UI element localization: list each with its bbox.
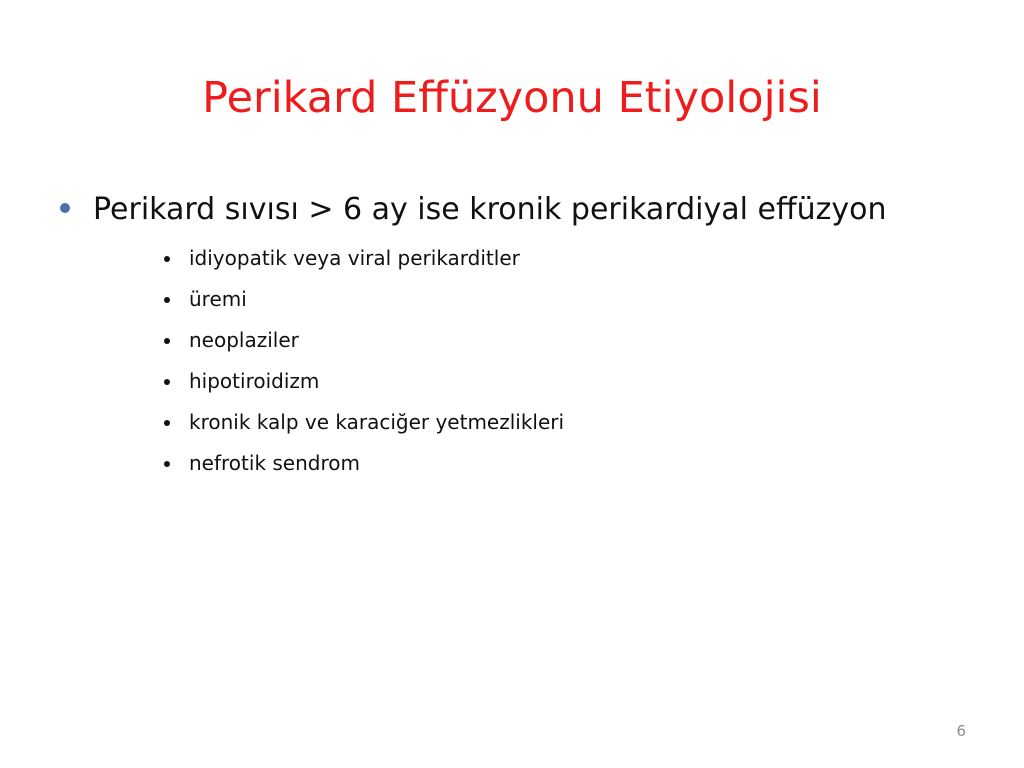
bullet-icon [164, 461, 170, 467]
slide-title: Perikard Effüzyonu Etiyolojisi [202, 73, 822, 123]
list-item [164, 238, 564, 279]
sub-bullet-text: nefrotik sendrom [189, 451, 360, 475]
page-number: 6 [956, 722, 966, 740]
list-item [164, 443, 564, 484]
bullet-icon [60, 203, 70, 213]
sub-bullet-text: idiyopatik veya viral perikarditler [189, 246, 520, 270]
main-bullet-text: Perikard sıvısı > 6 ay ise kronik perikardiyal effüzyon [93, 192, 887, 227]
list-item [164, 361, 564, 402]
sub-bullet-text: kronik kalp ve karaciğer yetmezlikleri [189, 410, 565, 434]
sub-bullet-text: üremi [189, 287, 247, 311]
list-item [164, 402, 564, 443]
bullet-icon [164, 338, 170, 344]
main-bullet-item [60, 188, 887, 232]
sub-bullet-text: neoplaziler [189, 328, 299, 352]
bullet-icon [164, 420, 170, 426]
bullet-icon [164, 379, 170, 385]
sub-bullet-list [164, 238, 564, 484]
list-item [164, 279, 564, 320]
sub-bullet-text: hipotiroidizm [189, 369, 320, 393]
bullet-icon [164, 297, 170, 303]
bullet-icon [164, 256, 170, 262]
list-item [164, 320, 564, 361]
